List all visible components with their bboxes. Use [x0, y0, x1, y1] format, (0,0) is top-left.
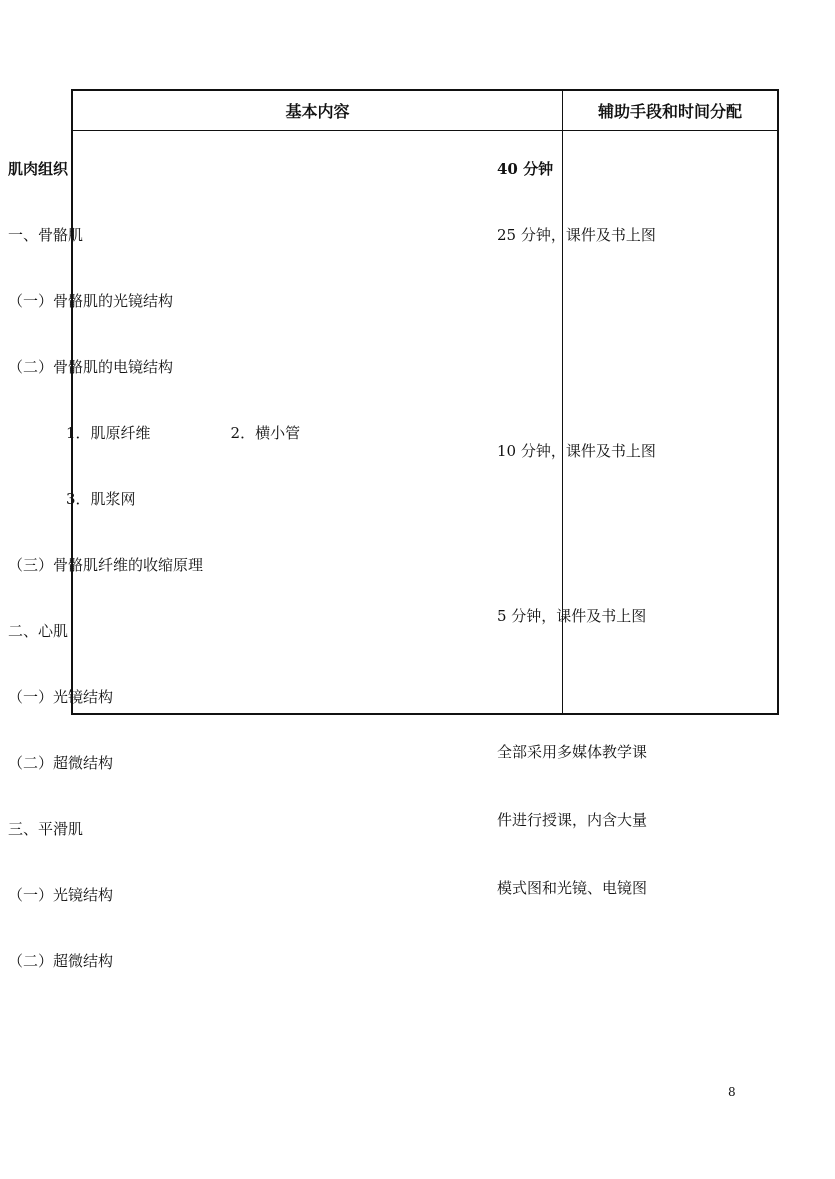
note-line-1: 全部采用多媒体教学课 — [497, 743, 648, 761]
time-skeletal: 25 分钟，课件及书上图 — [497, 226, 656, 244]
section-title: 肌肉组织 — [8, 160, 69, 178]
page-number: 8 — [728, 1085, 736, 1099]
spacer — [497, 671, 656, 696]
header-aids-and-time: 辅助手段和时间分配 — [597, 102, 742, 121]
section-smooth-muscle: 三、平滑肌 — [8, 820, 84, 838]
item-sarcoplasmic-reticulum: 3．肌浆网 — [66, 490, 136, 508]
item-t-tubule: 2．横小管 — [230, 424, 301, 442]
subsection-contraction-principle: （三）骨骼肌纤维的收缩原理 — [8, 556, 204, 574]
time-cardiac: 5 分钟，课件及书上图 — [497, 607, 647, 625]
subsection-smooth-ultra: （二）超微结构 — [8, 952, 114, 970]
subsection-cardiac-light: （一）光镜结构 — [8, 688, 114, 706]
spacer — [497, 290, 656, 396]
subsection-electron-microscope: （二）骨骼肌的电镜结构 — [8, 358, 174, 376]
subsection-cardiac-ultra: （二）超微结构 — [8, 754, 114, 772]
basic-content-column — [8, 114, 300, 994]
header-basic-content: 基本内容 — [285, 102, 350, 121]
total-time: 40 分钟 — [497, 160, 554, 178]
section-cardiac-muscle: 二、心肌 — [8, 622, 69, 640]
subsection-smooth-light: （一）光镜结构 — [8, 886, 114, 904]
item-row-1 — [8, 422, 300, 444]
subsection-light-microscope: （一）骨骼肌的光镜结构 — [8, 292, 174, 310]
time-contraction: 10 分钟，课件及书上图 — [497, 442, 656, 460]
aids-time-column — [497, 114, 656, 922]
spacer — [497, 506, 656, 561]
note-line-3: 模式图和光镜、电镜图 — [497, 879, 648, 897]
section-skeletal-muscle: 一、骨骼肌 — [8, 226, 84, 244]
item-myofibril: 1．肌原纤维 — [66, 424, 151, 442]
note-line-2: 件进行授课，内含大量 — [497, 811, 648, 829]
